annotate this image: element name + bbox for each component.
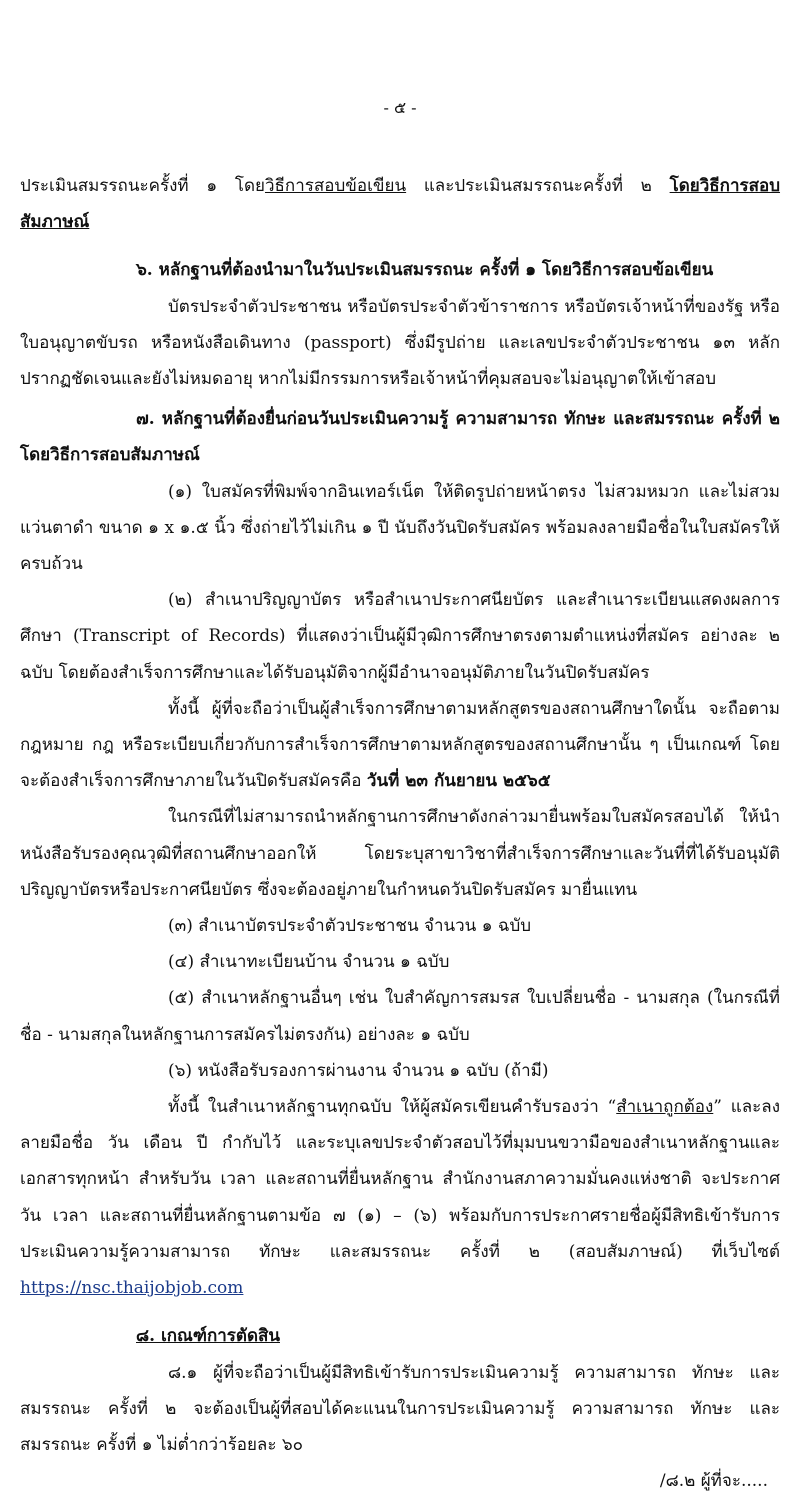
written-exam-method: วิธีการสอบข้อเขียน bbox=[264, 176, 407, 196]
section-8-heading: ๘. เกณฑ์การตัดสิน bbox=[136, 1326, 280, 1347]
continued-marker: /๘.๒ ผู้ที่จะ..... bbox=[659, 1471, 768, 1492]
intro-text: ประเมินสมรรถนะครั้งที่ ๑ โดย bbox=[20, 176, 265, 196]
item-6: (๖) หนังสือรับรองการผ่านงาน จำนวน ๑ ฉบับ (ถ้ามี) bbox=[168, 1060, 549, 1081]
section-7-heading: ๗. หลักฐานที่ต้องยื่นก่อนวันประเมินความรู้ ความสามารถ ทักษะ และสมรรถนะ ครั้งที่ ๒ โดยวิธีการสอบสัมภาษณ์ bbox=[20, 409, 780, 466]
intro-paragraph bbox=[20, 168, 780, 240]
item-3: (๓) สำเนาบัตรประจำตัวประชาชน จำนวน ๑ ฉบับ bbox=[168, 916, 532, 937]
deadline-date: วันที่ ๒๓ กันยายน ๒๕๖๕ bbox=[366, 771, 551, 792]
section-8-1: ๘.๑ ผู้ที่จะถือว่าเป็นผู้มีสิทธิเข้ารับการประเมินความรู้ ความสามารถ ทักษะ และสมรรถนะ ครั้งที่ ๒ จะต้องเป็นผู้ที่สอบได้คะแนนในการประเมินความรู้ ความสามารถ ทักษะ และสมรรถนะ ครั้งที่ ๑ ไม่ต่ำกว่าร้อยละ ๖๐ bbox=[20, 1362, 780, 1455]
item-5: (๕) สำเนาหลักฐานอื่นๆ เช่น ใบสำคัญการสมรส ใบเปลี่ยนชื่อ - นามสกุล (ในกรณีที่ชื่อ - นามสกุลในหลักฐานการสมัครไม่ตรงกัน) อย่างละ ๑ ฉบับ bbox=[20, 988, 780, 1045]
section-6-body: บัตรประจำตัวประชาชน หรือบัตรประจำตัวข้าราชการ หรือบัตรเจ้าหน้าที่ของรัฐ หรือใบอนุญาตขับรถ หรือหนังสือเดินทาง (passport) ซึ่งมีรูปถ่าย และเลขประจำตัวประชาชน ๑๓ หลัก ปรากฏชัดเจนและยังไม่หมดอายุ หากไม่มีกรรมการหรือเจ้าหน้าที่คุมสอบจะไม่อนุญาตให้เข้าสอบ bbox=[20, 296, 780, 390]
section-6-heading: ๖. หลักฐานที่ต้องนำมาในวันประเมินสมรรถนะ ครั้งที่ ๑ โดยวิธีการสอบข้อเขียน bbox=[136, 260, 714, 281]
website-link[interactable]: https://nsc.thaijobjob.com bbox=[20, 1278, 244, 1299]
intro-text-2: และประเมินสมรรถนะครั้งที่ ๒ bbox=[406, 176, 670, 196]
certification-note bbox=[20, 1089, 780, 1306]
interview-method: โดยวิธีการสอบสัมภาษณ์ bbox=[20, 176, 781, 233]
item-2-note bbox=[20, 691, 780, 800]
note-text-2: ” และลงลายมือชื่อ วัน เดือน ปี กำกับไว้ และระบุเลขประจำตัวสอบไว้ที่มุมบนขวามือของสำเนาหลักฐานและเอกสารทุกหน้า สำหรับวัน เวลา และสถานที่ยื่นหลักฐาน สำนักงานสภาความมั่นคงแห่งชาติ จะประกาศวัน เวลา และสถานที่ยื่นหลักฐานตามข้อ ๗ (๑) – (๖) พร้อมกับการประกาศรายชื่อผู้มีสิทธิเข้ารับการประเมินความรู้ความสามารถ ทักษะ และสมรรถนะ ครั้งที่ ๒ (สอบสัมภาษณ์) ที่เว็บไซต์ bbox=[20, 1097, 780, 1262]
note-text-1: ทั้งนี้ ในสำเนาหลักฐานทุกฉบับ ให้ผู้สมัครเขียนคำรับรองว่า “ bbox=[168, 1097, 617, 1118]
document-body bbox=[20, 168, 780, 1499]
item-1: (๑) ใบสมัครที่พิมพ์จากอินเทอร์เน็ต ให้ติดรูปถ่ายหน้าตรง ไม่สวมหมวก และไม่สวมแว่นตาดำ ขนาด ๑ x ๑.๕ นิ้ว ซึ่งถ่ายไว้ไม่เกิน ๑ ปี นับถึงวันปิดรับสมัคร พร้อมลงลายมือชื่อในใบสมัครให้ครบถ้วน bbox=[20, 481, 780, 575]
item-2: (๒) สำเนาปริญญาบัตร หรือสำเนาประกาศนียบัตร และสำเนาระเบียนแสดงผลการศึกษา (Transcript of Records) ที่แสดงว่าเป็นผู้มีวุฒิการศึกษาตรงตามตำแหน่งที่สมัคร อย่างละ ๒ ฉบับ โดยต้องสำเร็จการศึกษาและได้รับอนุมัติจากผู้มีอำนาจอนุมัติภายในวันปิดรับสมัคร bbox=[20, 590, 780, 683]
item-2-note-text: ทั้งนี้ ผู้ที่จะถือว่าเป็นผู้สำเร็จการศึกษาตามหลักสูตรของสถานศึกษาใดนั้น จะถือตามกฎหมาย กฎ หรือระเบียบเกี่ยวกับการสำเร็จการศึกษาตามหลักสูตรของสถานศึกษานั้น ๆ เป็นเกณฑ์ โดยจะต้องสำเร็จการศึกษาภายในวันปิดรับสมัครคือ bbox=[20, 698, 780, 792]
certified-copy-phrase: สำเนาถูกต้อง bbox=[616, 1097, 714, 1118]
item-4: (๔) สำเนาทะเบียนบ้าน จำนวน ๑ ฉบับ bbox=[168, 952, 450, 973]
page-number: - ๕ - bbox=[383, 98, 417, 117]
item-2-alternative: ในกรณีที่ไม่สามารถนำหลักฐานการศึกษาดังกล่าวมายื่นพร้อมใบสมัครสอบได้ ให้นำหนังสือรับรองคุณวุฒิที่สถานศึกษาออกให้ โดยระบุสาขาวิชาที่สำเร็จการศึกษาและวันที่ที่ได้รับอนุมัติปริญญาบัตรหรือประกาศนียบัตร ซึ่งจะต้องอยู่ภายในกำหนดวันปิดรับสมัคร มายื่นแทน bbox=[20, 807, 780, 900]
